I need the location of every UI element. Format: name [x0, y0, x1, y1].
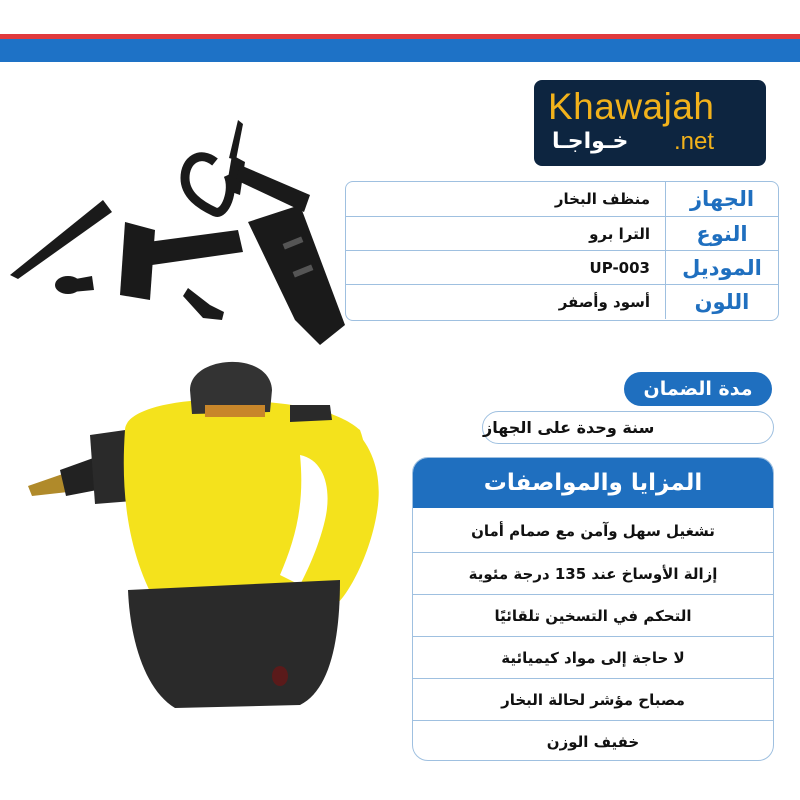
spec-value: منظف البخار [554, 190, 650, 208]
spec-value: الترا برو [589, 225, 650, 243]
spec-label: النوع [696, 222, 748, 246]
feature-item: مصباح مؤشر لحالة البخار [413, 678, 773, 721]
spec-label: الموديل [682, 256, 762, 280]
feature-item: إزالة الأوساخ عند 135 درجة مئوية [413, 552, 773, 595]
steam-cleaner-image [0, 340, 400, 720]
feature-item: تشغيل سهل وآمن مع صمام أمان [471, 522, 715, 540]
warranty-title: مدة الضمان [624, 372, 772, 406]
spec-label: اللون [694, 290, 750, 314]
spec-row-type [346, 216, 778, 251]
logo-name-en: Khawajah [548, 86, 715, 127]
header-blue-stripe [0, 39, 800, 62]
feature-item: خفيف الوزن [413, 720, 773, 761]
khawajah-logo [534, 80, 766, 166]
logo-name-ar: خـواجـا [552, 129, 629, 154]
spec-value: أسود وأصفر [558, 293, 650, 311]
features-title: المزايا والمواصفات [413, 458, 773, 508]
spec-row-model [346, 250, 778, 285]
spec-label: الجهاز [689, 187, 755, 211]
specs-table [345, 181, 779, 321]
logo-domain: .net [674, 128, 715, 155]
features-box [412, 457, 774, 761]
feature-item: لا حاجة إلى مواد كيميائية [413, 636, 773, 679]
spec-row-color [346, 284, 778, 319]
accessories-image [0, 110, 350, 350]
spec-row-device [346, 182, 778, 216]
warranty-value: سنة وحدة على الجهاز [482, 411, 774, 444]
feature-item: التحكم في التسخين تلقائيًا [413, 594, 773, 637]
spec-value: UP-003 [589, 259, 650, 277]
